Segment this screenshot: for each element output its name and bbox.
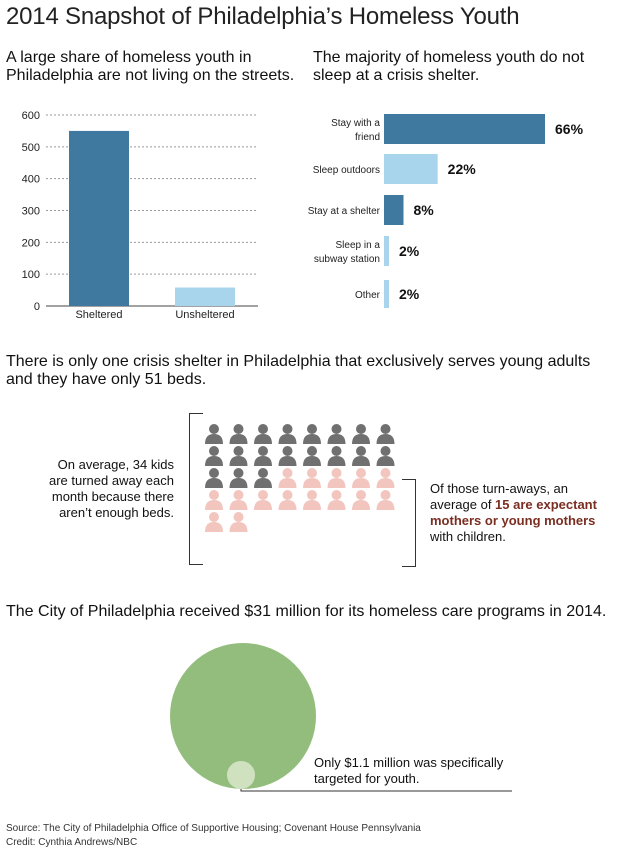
- people-pictogram: [200, 420, 400, 560]
- y-tick-label: 400: [21, 173, 40, 186]
- person-icon: [377, 490, 395, 510]
- person-icon: [303, 490, 321, 510]
- page-title: 2014 Snapshot of Philadelphia’s Homeless Youth: [6, 3, 520, 30]
- person-icon: [254, 468, 272, 488]
- person-icon: [352, 424, 370, 444]
- hbar-value-label: 66%: [555, 121, 584, 137]
- person-icon: [205, 468, 223, 488]
- person-icon: [303, 446, 321, 466]
- person-icon: [352, 468, 370, 488]
- bar-sheltered: [69, 131, 129, 306]
- credit-note: Credit: Cynthia Andrews/NBC: [6, 837, 138, 848]
- person-icon: [328, 446, 346, 466]
- person-icon: [279, 424, 297, 444]
- mothers-text: [430, 481, 600, 545]
- hbar-category-label: Sleep in a subway station: [313, 240, 380, 265]
- person-icon: [377, 424, 395, 444]
- hbar-value-label: 2%: [399, 286, 420, 302]
- hbar-4: [384, 280, 389, 308]
- person-icon: [279, 490, 297, 510]
- person-icon: [254, 446, 272, 466]
- category-label: Sheltered: [75, 309, 123, 321]
- person-icon: [205, 446, 223, 466]
- person-icon: [254, 490, 272, 510]
- youth-funding-circle: [227, 761, 255, 789]
- right-bracket: [402, 479, 416, 567]
- person-icon: [303, 468, 321, 488]
- hbar-value-label: 8%: [413, 202, 434, 218]
- person-icon: [230, 512, 248, 532]
- y-tick-label: 600: [21, 110, 40, 122]
- person-icon: [279, 468, 297, 488]
- hbar-value-label: 22%: [447, 161, 476, 177]
- person-icon: [254, 424, 272, 444]
- person-icon: [352, 446, 370, 466]
- person-icon: [205, 424, 223, 444]
- hbar-category-label: Stay with a friend: [331, 118, 380, 143]
- source-note: Source: The City of Philadelphia Office of Supportive Housing; Covenant House Pennsylvania: [6, 823, 421, 834]
- person-icon: [205, 490, 223, 510]
- funding-heading: The City of Philadelphia received $31 million for its homeless care programs in 2014.: [6, 603, 607, 620]
- hbar-2: [384, 195, 404, 225]
- person-icon: [352, 490, 370, 510]
- person-icon: [303, 424, 321, 444]
- turned-away-text: On average, 34 kids are turned away each month because there aren’t enough beds.: [48, 457, 174, 520]
- hbar-category-label: Stay at a shelter: [307, 206, 380, 217]
- person-icon: [328, 490, 346, 510]
- hbar-1: [384, 154, 438, 184]
- shelter-status-heading: A large share of homeless youth in Philadelphia are not living on the streets.: [6, 49, 295, 84]
- crisis-shelter-heading: There is only one crisis shelter in Philadelphia that exclusively serves young adults and they have only 51 beds.: [6, 353, 591, 388]
- hbar-category-label: Sleep outdoors: [312, 165, 380, 176]
- person-icon: [328, 424, 346, 444]
- category-label: Unsheltered: [175, 309, 235, 321]
- person-icon: [205, 512, 223, 532]
- person-icon: [230, 446, 248, 466]
- y-tick-label: 100: [21, 269, 40, 282]
- person-icon: [230, 490, 248, 510]
- bar-unsheltered: [175, 288, 235, 306]
- hbar-value-label: 2%: [399, 243, 420, 259]
- hbar-0: [384, 114, 545, 144]
- person-icon: [230, 424, 248, 444]
- hbar-3: [384, 236, 389, 266]
- y-tick-label: 300: [21, 205, 40, 218]
- funding-circles: [0, 630, 620, 800]
- person-icon: [279, 446, 297, 466]
- person-icon: [230, 468, 248, 488]
- sleep-location-bar-chart: [300, 100, 620, 320]
- y-tick-label: 200: [21, 237, 40, 250]
- mothers-text-post: with children.: [430, 529, 506, 544]
- hbar-category-label: Other: [354, 290, 380, 301]
- sleep-location-heading: The majority of homeless youth do not sleep at a crisis shelter.: [313, 49, 585, 84]
- mothers-text-accent: 15 are expectant mothers or young mothers: [430, 497, 597, 528]
- mothers-text-pre: Of those turn-aways, an average of: [430, 481, 569, 512]
- person-icon: [377, 446, 395, 466]
- y-tick-label: 500: [21, 141, 40, 154]
- callout-line: [241, 789, 512, 791]
- person-icon: [377, 468, 395, 488]
- youth-funding-callout: Only $1.1 million was specifically targeted for youth.: [314, 755, 504, 786]
- y-tick-label: 0: [33, 301, 40, 313]
- shelter-status-bar-chart: [0, 100, 300, 330]
- person-icon: [328, 468, 346, 488]
